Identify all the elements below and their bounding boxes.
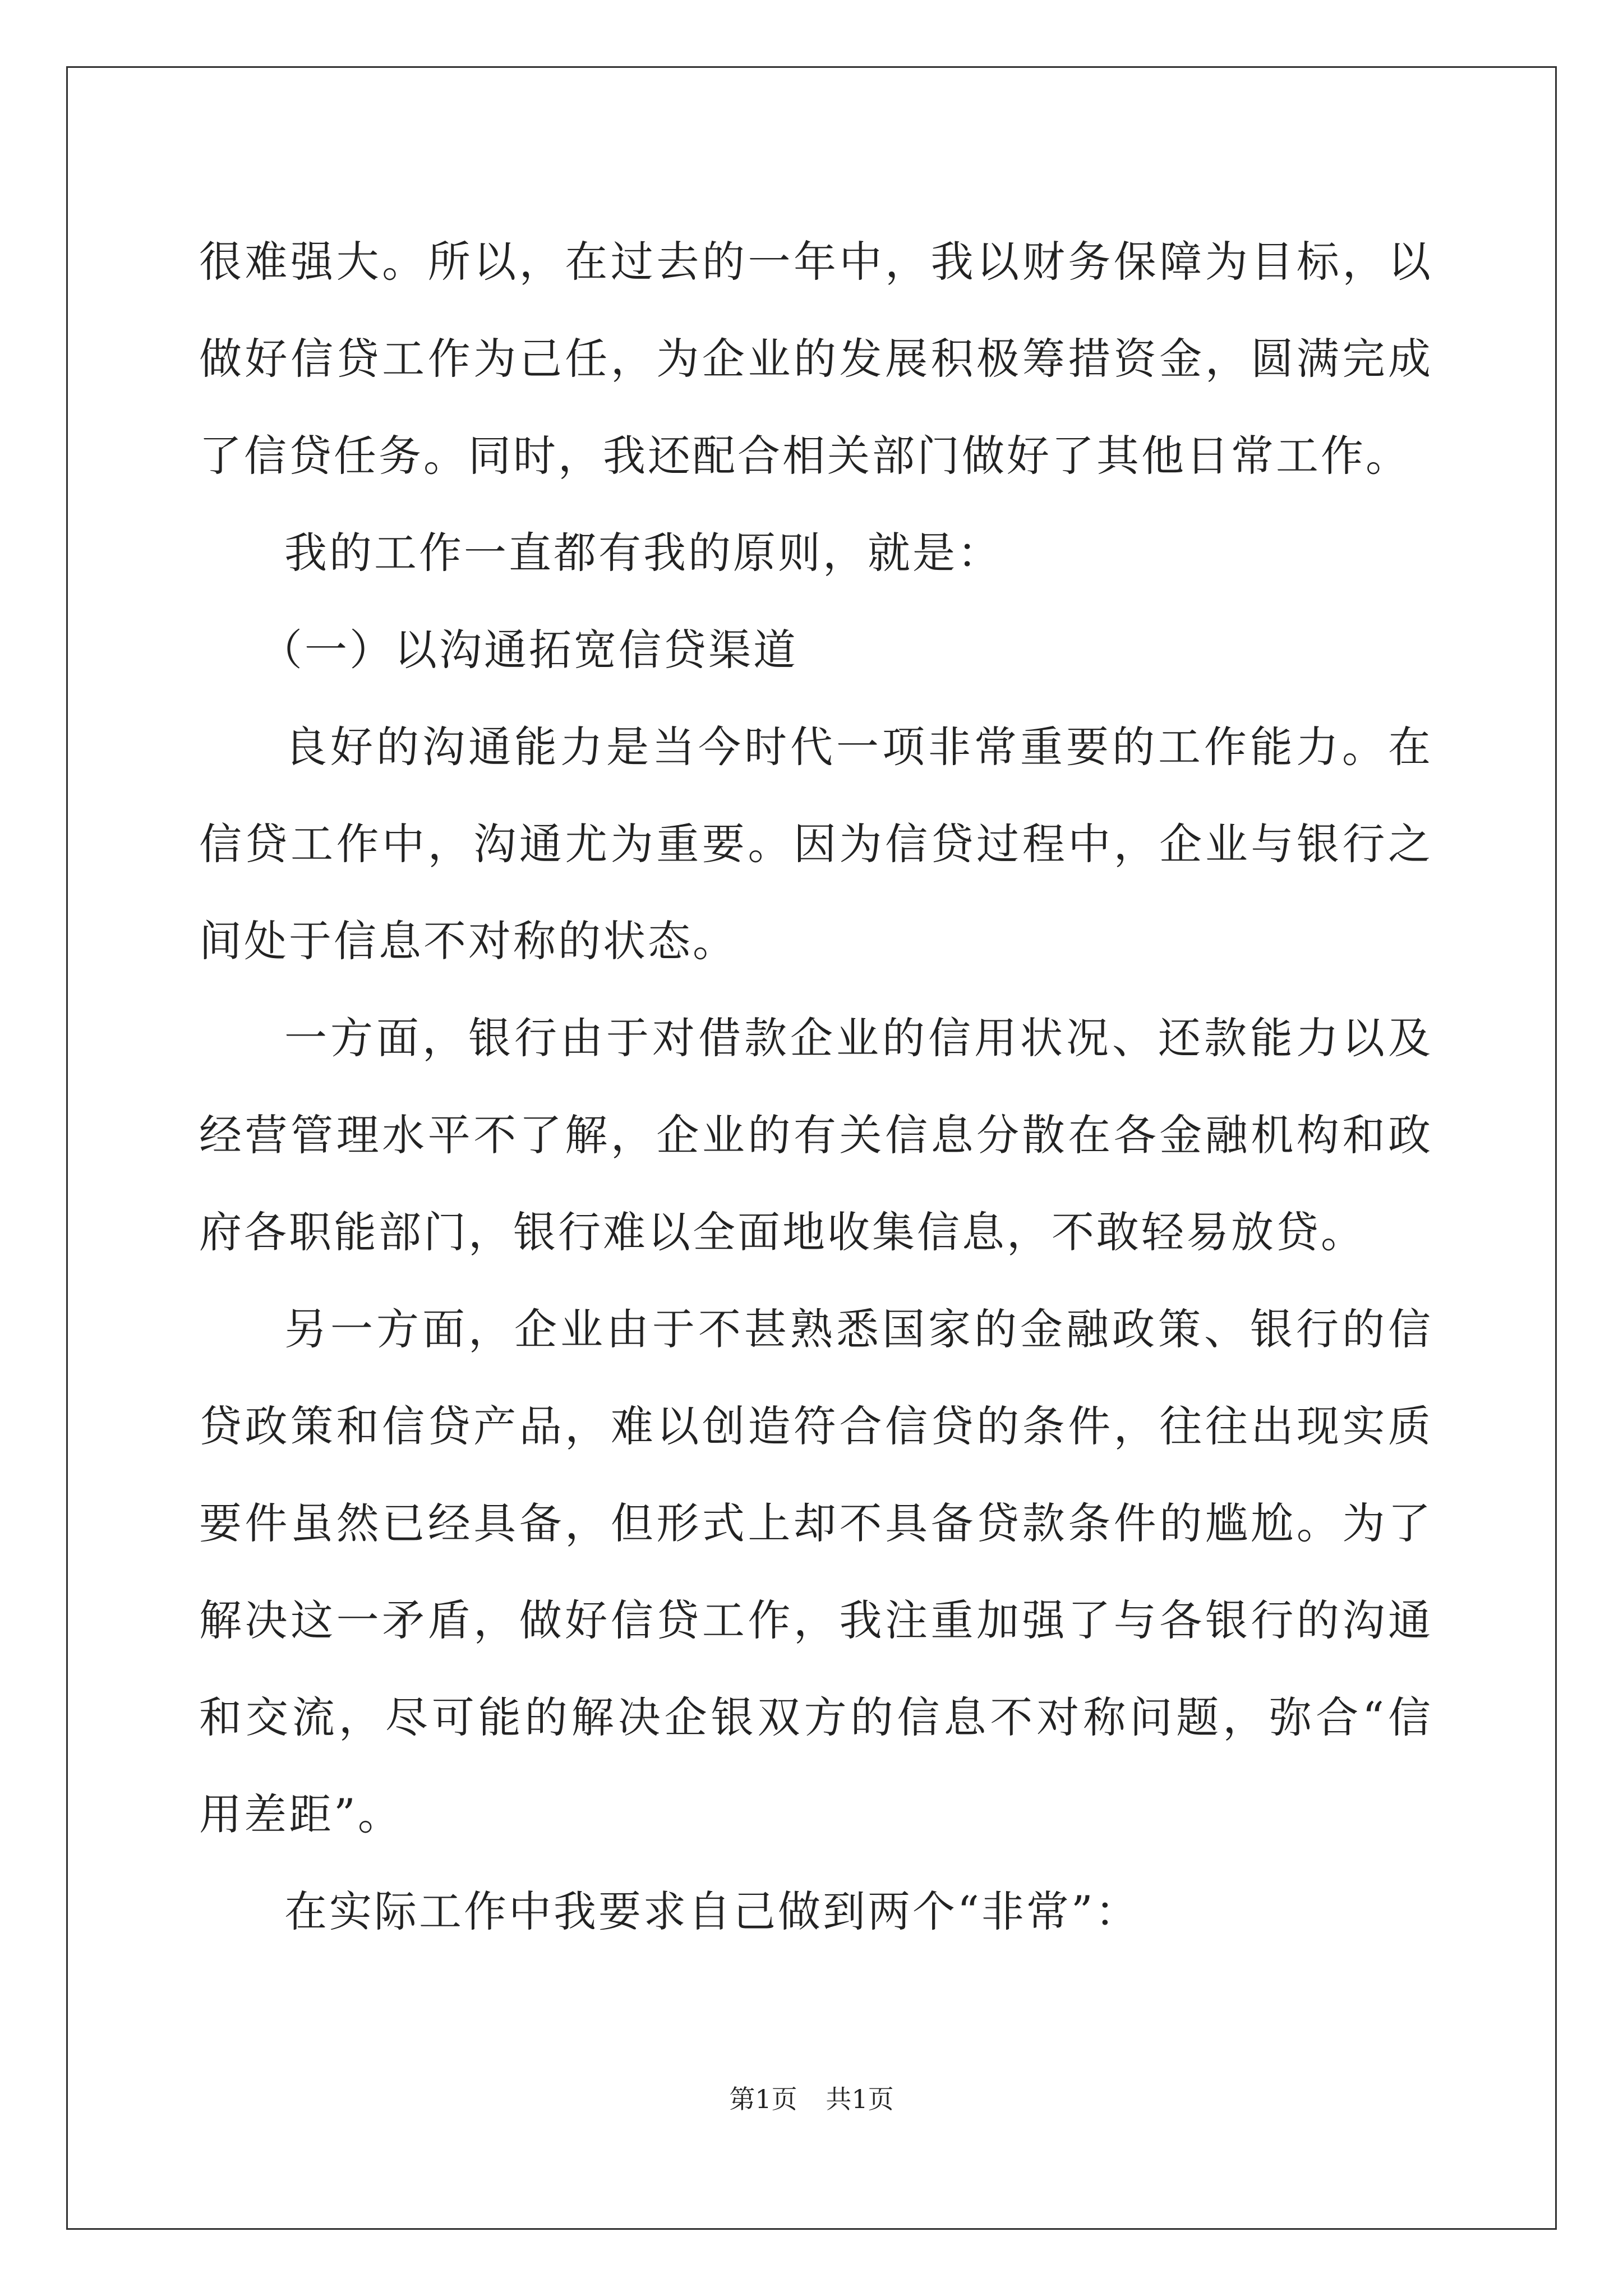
paragraph-3: 良好的沟通能力是当今时代一项非常重要的工作能力。在信贷工作中，沟通尤为重要。因为信贷过程中，企业与银行之间处于信息不对称的状态。	[199, 722, 1433, 966]
section-heading-1: （一）以沟通拓宽信贷渠道	[260, 625, 798, 675]
paragraph-5: 另一方面，企业由于不甚熟悉国家的金融政策、银行的信贷政策和信贷产品，难以创造符合信贷的条件，往往出现实质要件虽然已经具备，但形式上却不具备贷款条件的尴尬。为了解决这一矛盾，做好信贷工作，我注重加强了与各银行的沟通和交流，尽可能的解决企银双方的信息不对称问题，弥合“信用差距”。	[199, 1304, 1433, 1839]
paragraph-2: 我的工作一直都有我的原则，就是：	[284, 528, 1002, 578]
paragraph-1: 很难强大。所以，在过去的一年中，我以财务保障为目标，以做好信贷工作为己任，为企业的发展积极筹措资金，圆满完成了信贷任务。同时，我还配合相关部门做好了其他日常工作。	[199, 237, 1433, 481]
document-body	[199, 213, 1433, 1960]
page-number-current: 第1页	[729, 2084, 797, 2114]
page-footer	[0, 2082, 1623, 2116]
paragraph-4: 一方面，银行由于对借款企业的信用状况、还款能力以及经营管理水平不了解，企业的有关信息分散在各金融机构和政府各职能部门，银行难以全面地收集信息，不敢轻易放贷。	[199, 1013, 1433, 1257]
paragraph-6: 在实际工作中我要求自己做到两个“非常”：	[284, 1887, 1140, 1936]
page-number-total: 共1页	[826, 2084, 894, 2114]
